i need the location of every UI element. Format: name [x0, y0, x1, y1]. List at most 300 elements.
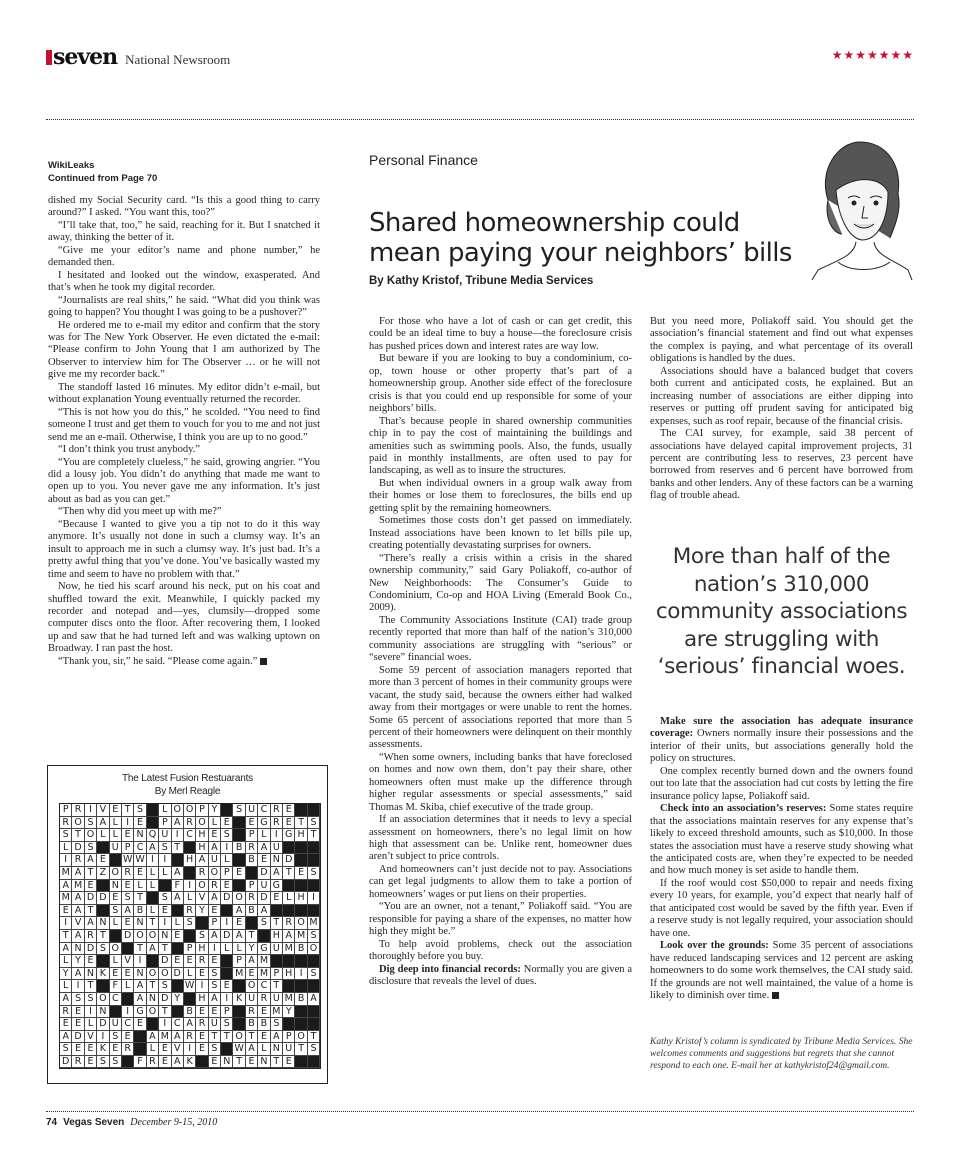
crossword-cell: B — [134, 905, 146, 918]
crossword-cell: E — [233, 917, 245, 930]
crossword-cell: F — [110, 980, 122, 993]
crossword-cell: C — [122, 1018, 134, 1031]
crossword-cell: E — [246, 817, 258, 830]
crossword-cell: E — [85, 955, 97, 968]
subhead-text: Some 35 percent of associations have reduced landscaping services and 12 percent are asking homeowners to do some work themselves, the CAI study said. If the grounds are not well maintained, the value of a home is likely to diminish over time. — [650, 940, 913, 1001]
crossword-cell: B — [258, 1018, 270, 1031]
crossword-cell — [308, 1018, 320, 1031]
crossword-cell: O — [295, 1031, 307, 1044]
crossword-cell: E — [258, 854, 270, 867]
article-column-2-lower — [650, 716, 913, 1002]
crossword-cell: R — [209, 880, 221, 893]
crossword-cell: G — [283, 829, 295, 842]
crossword-cell: D — [72, 842, 84, 855]
crossword-heading: The Latest Fusion Restuarants — [122, 773, 253, 784]
crossword-cell: S — [60, 1043, 72, 1056]
crossword-cell: T — [60, 930, 72, 943]
subhead-paragraph — [369, 964, 632, 989]
crossword-cell: C — [258, 980, 270, 993]
crossword-cell: S — [271, 1018, 283, 1031]
author-tagline: Kathy Kristof’s column is syndicated by Tribune Media Services. She welcomes comments and suggestions but regrets that she cannot respond to each one. E-mail her at kathykristof24@gmail.com. — [650, 1037, 913, 1071]
crossword-cell: I — [159, 1018, 171, 1031]
crossword-cell: R — [60, 817, 72, 830]
crossword-cell: B — [233, 842, 245, 855]
crossword-cell — [97, 880, 109, 893]
crossword-cell: T — [172, 842, 184, 855]
crossword-cell: L — [172, 917, 184, 930]
crossword-cell: O — [72, 817, 84, 830]
crossword-cell: T — [209, 1031, 221, 1044]
crossword-cell: D — [159, 955, 171, 968]
crossword-cell — [308, 980, 320, 993]
crossword-cell: P — [246, 880, 258, 893]
crossword-cell: E — [110, 804, 122, 817]
crossword-cell — [271, 955, 283, 968]
crossword-cell: E — [233, 867, 245, 880]
author-portrait — [798, 130, 914, 280]
paragraph: But you need more, Poliakoff said. You should get the association’s financial statement and find out what expenses the complex is paying, and what percentage of its overall obligations is handled by the dues. — [650, 316, 913, 365]
crossword-cell — [110, 1006, 122, 1019]
crossword-cell: R — [246, 842, 258, 855]
crossword-cell: D — [172, 968, 184, 981]
crossword-cell: E — [196, 1006, 208, 1019]
crossword-cell: S — [60, 829, 72, 842]
crossword-cell: A — [271, 1031, 283, 1044]
crossword-cell — [97, 980, 109, 993]
crossword-cell: R — [258, 993, 270, 1006]
crossword-cell — [233, 829, 245, 842]
paragraph: But beware if you are looking to buy a condominium, co-op, town house or other property that’s part of a homeownership group. Another side effect of the foreclosure crisis is that you could end up responsible for some of your neighbors’ bills. — [369, 353, 632, 415]
crossword-cell: G — [258, 817, 270, 830]
crossword-cell: T — [159, 1006, 171, 1019]
crossword-cell: L — [233, 943, 245, 956]
crossword-author: By Merl Reagle — [154, 786, 221, 797]
crossword-cell: S — [85, 993, 97, 1006]
crossword-cell: S — [209, 980, 221, 993]
crossword-cell: L — [60, 980, 72, 993]
crossword-cell: O — [295, 917, 307, 930]
crossword-cell: E — [196, 1043, 208, 1056]
article-section: Personal Finance — [369, 152, 478, 168]
crossword-cell — [172, 905, 184, 918]
crossword-cell: P — [271, 968, 283, 981]
crossword-cell: R — [122, 867, 134, 880]
crossword-cell — [110, 930, 122, 943]
crossword-cell: L — [159, 804, 171, 817]
crossword-cell: R — [271, 804, 283, 817]
crossword-cell — [122, 993, 134, 1006]
crossword-cell: N — [159, 930, 171, 943]
crossword-cell: T — [147, 917, 159, 930]
crossword-cell: M — [283, 943, 295, 956]
crossword-cell: U — [271, 943, 283, 956]
crossword-cell: T — [271, 1056, 283, 1069]
crossword-cell: V — [97, 804, 109, 817]
crossword-cell: A — [209, 993, 221, 1006]
crossword-cell — [295, 1006, 307, 1019]
crossword-cell: E — [85, 1056, 97, 1069]
crossword-cell: A — [72, 867, 84, 880]
crossword-cell: U — [271, 842, 283, 855]
crossword-cell: O — [233, 892, 245, 905]
wikileaks-story — [48, 195, 320, 668]
crossword-cell — [221, 905, 233, 918]
crossword-cell — [258, 930, 270, 943]
crossword-cell: E — [85, 880, 97, 893]
crossword-cell: S — [110, 1056, 122, 1069]
issue-date: December 9-15, 2010 — [130, 1117, 218, 1128]
crossword-cell: D — [221, 930, 233, 943]
crossword-cell: S — [134, 804, 146, 817]
crossword-cell: S — [85, 817, 97, 830]
crossword-cell: L — [60, 842, 72, 855]
crossword-cell: I — [60, 917, 72, 930]
crossword-cell: B — [184, 1006, 196, 1019]
crossword-cell: G — [258, 943, 270, 956]
crossword-cell: I — [60, 854, 72, 867]
subhead: Check into an association’s reserves: — [660, 803, 827, 815]
crossword-cell: R — [184, 905, 196, 918]
crossword-cell: M — [159, 1031, 171, 1044]
crossword-cell: E — [110, 1043, 122, 1056]
top-divider — [46, 119, 914, 120]
crossword-cell: L — [110, 955, 122, 968]
crossword-cell — [147, 955, 159, 968]
crossword-cell — [172, 1006, 184, 1019]
crossword-cell — [295, 854, 307, 867]
crossword-cell: M — [308, 917, 320, 930]
crossword-cell: H — [196, 993, 208, 1006]
crossword-cell: R — [72, 1056, 84, 1069]
crossword-cell: K — [97, 968, 109, 981]
paragraph: The CAI survey, for example, said 38 percent of associations have delayed capital improvement projects, 31 percent are contributing less to reserves, 23 percent have borrowed from reserves and 6 percent have borrowed from banks and other lenders. Any of these factors can be a warning flag of trouble ahead. — [650, 428, 913, 502]
crossword-cell — [295, 1018, 307, 1031]
paragraph: One complex recently burned down and the owners found out too late that the association had cut costs by letting the fire insurance policy lapse, Poliakoff said. — [650, 765, 913, 802]
crossword-cell — [147, 1018, 159, 1031]
crossword-cell: O — [147, 968, 159, 981]
subhead-paragraph — [650, 803, 913, 878]
crossword-cell: E — [209, 955, 221, 968]
crossword-cell: E — [283, 1056, 295, 1069]
crossword-cell: T — [159, 943, 171, 956]
crossword-cell: N — [110, 880, 122, 893]
paragraph: To help avoid problems, check out the association thoroughly before you buy. — [369, 938, 632, 963]
crossword-cell: E — [209, 905, 221, 918]
paragraph: The standoff lasted 16 minutes. My editor didn’t e-mail, but without explanation Young eventually returned the recorder. — [48, 381, 320, 406]
crossword-cell: L — [283, 892, 295, 905]
crossword-cell: O — [172, 804, 184, 817]
crossword-cell: L — [221, 854, 233, 867]
crossword-cell — [233, 1006, 245, 1019]
crossword-cell: R — [72, 804, 84, 817]
crossword-cell: N — [134, 917, 146, 930]
paragraph: Sometimes those costs don’t get passed on immediately. Instead associations have been known to let bills pile up, creating potentially devastating surprises for owners. — [369, 515, 632, 552]
subhead-text: Owners normally insure their possessions and the interior of their units, but associations generally hold the policy on structures. — [650, 728, 913, 765]
crossword-cell — [172, 854, 184, 867]
crossword-cell: S — [97, 943, 109, 956]
crossword-cell: T — [246, 930, 258, 943]
crossword-cell: D — [85, 943, 97, 956]
crossword-cell: E — [172, 955, 184, 968]
magazine-logo: seven — [53, 44, 118, 70]
crossword-cell: S — [97, 1056, 109, 1069]
crossword-cell: R — [72, 854, 84, 867]
crossword-cell: A — [209, 842, 221, 855]
crossword-cell: P — [209, 917, 221, 930]
crossword-cell — [233, 817, 245, 830]
crossword-cell — [97, 955, 109, 968]
crossword-cell: D — [85, 892, 97, 905]
crossword-cell: V — [172, 1043, 184, 1056]
crossword-cell: A — [246, 1043, 258, 1056]
crossword-cell: E — [246, 1056, 258, 1069]
crossword-cell: P — [233, 955, 245, 968]
crossword-cell — [172, 943, 184, 956]
pull-quote: More than half of the nation’s 310,000 community associations are struggling with ‘serious’ financial woes. — [655, 544, 908, 679]
crossword-cell: E — [295, 867, 307, 880]
crossword-cell — [172, 980, 184, 993]
subhead-paragraph — [650, 940, 913, 1002]
crossword-cell: P — [246, 829, 258, 842]
crossword-cell — [233, 980, 245, 993]
end-mark-icon — [260, 658, 267, 665]
crossword-cell: D — [258, 867, 270, 880]
crossword-cell: T — [85, 980, 97, 993]
crossword-cell: E — [97, 854, 109, 867]
crossword-cell: R — [283, 917, 295, 930]
crossword-cell: N — [134, 968, 146, 981]
crossword-cell: N — [271, 1043, 283, 1056]
paragraph: “Journalists are real shits,” he said. “What did you think was going to happen? You thought I was going to be a pushover?” — [48, 294, 320, 319]
crossword-cell: I — [209, 943, 221, 956]
paragraph: “I don’t think you trust anybody.” — [58, 444, 201, 456]
crossword-cell: P — [159, 817, 171, 830]
crossword-cell: P — [60, 804, 72, 817]
crossword-cell: A — [60, 993, 72, 1006]
crossword-cell: L — [97, 829, 109, 842]
crossword-cell: T — [134, 943, 146, 956]
crossword-cell: H — [196, 943, 208, 956]
crossword-cell — [184, 867, 196, 880]
crossword-cell: Z — [97, 867, 109, 880]
crossword-cell: T — [295, 817, 307, 830]
crossword-cell: R — [246, 892, 258, 905]
crossword-cell: R — [271, 817, 283, 830]
crossword-cell: A — [147, 842, 159, 855]
crossword-cell: U — [209, 1018, 221, 1031]
paragraph: I hesitated and looked out the window, exasperated. And that’s when he took my digital recorder. — [48, 269, 320, 294]
crossword-cell: O — [147, 930, 159, 943]
crossword-cell: B — [246, 905, 258, 918]
crossword-cell: O — [233, 1031, 245, 1044]
crossword-cell: R — [184, 1031, 196, 1044]
crossword-cell: I — [159, 854, 171, 867]
crossword-cell: N — [134, 829, 146, 842]
crossword-cell: A — [122, 905, 134, 918]
crossword-cell — [308, 804, 320, 817]
crossword-cell: E — [72, 1043, 84, 1056]
crossword-cell: A — [85, 917, 97, 930]
crossword-cell — [295, 842, 307, 855]
crossword-cell: A — [308, 993, 320, 1006]
paragraph: Some 59 percent of association managers reported that more than 3 percent of homes in their community groups were vacant, the study said, because the owners either had walked away from their mortgages or were unable to rent the homes. Some 65 percent of associations reported that more than 5 percent of their homeowners were delinquent on their monthly assessments. — [369, 664, 633, 751]
crossword-cell: M — [295, 930, 307, 943]
crossword-cell: I — [172, 829, 184, 842]
crossword-cell: C — [172, 1018, 184, 1031]
crossword-cell: E — [159, 1043, 171, 1056]
crossword-cell: E — [196, 1031, 208, 1044]
crossword-cell: T — [122, 804, 134, 817]
crossword-cell: I — [308, 892, 320, 905]
crossword-cell: B — [295, 943, 307, 956]
crossword-cell: F — [172, 880, 184, 893]
crossword-cell: O — [134, 930, 146, 943]
crossword-cell — [233, 880, 245, 893]
crossword-cell: S — [308, 968, 320, 981]
paragraph: “I’ll take that, too,” he said, reaching for it. But I snatched it away, thinking the better of it. — [48, 219, 320, 244]
subhead: Make sure the association has adequate insurance coverage: — [650, 716, 913, 740]
crossword-cell: E — [122, 829, 134, 842]
crossword-cell: T — [246, 1031, 258, 1044]
crossword-cell: O — [308, 943, 320, 956]
crossword-cell: A — [233, 905, 245, 918]
crossword-cell: E — [209, 1006, 221, 1019]
crossword-cell — [221, 955, 233, 968]
crossword-cell: M — [271, 1006, 283, 1019]
crossword-cell: S — [122, 892, 134, 905]
article-byline: By Kathy Kristof, Tribune Media Services — [369, 275, 594, 287]
crossword-cell: H — [196, 829, 208, 842]
crossword-cell — [283, 905, 295, 918]
crossword-cell: E — [85, 1043, 97, 1056]
crossword-cell: N — [97, 1006, 109, 1019]
crossword-cell: R — [184, 817, 196, 830]
crossword-cell: A — [172, 817, 184, 830]
crossword-cell: T — [147, 980, 159, 993]
crossword-cell: A — [72, 968, 84, 981]
crossword-cell: E — [122, 968, 134, 981]
paragraph: The Community Associations Institute (CAI) trade group recently reported that more than half of the nation’s 310,000 community associations are struggling with “serious” or “severe” financial woes. — [369, 614, 632, 664]
crossword-cell: O — [196, 817, 208, 830]
crossword-cell: W — [122, 854, 133, 866]
crossword-cell: T — [271, 917, 283, 930]
crossword-cell: O — [97, 993, 109, 1006]
crossword-cell: G — [134, 1006, 146, 1019]
subhead: Look over the grounds: — [660, 940, 769, 952]
crossword-cell — [308, 955, 320, 968]
crossword-cell: E — [134, 1018, 146, 1031]
crossword-cell: O — [110, 867, 122, 880]
crossword-cell: I — [85, 804, 97, 817]
paragraph: For those who have a lot of cash or can get credit, this could be an ideal time to buy a house—the foreclosure crisis has pushed prices down and interest rates are way low. — [369, 316, 632, 352]
crossword-cell: T — [85, 905, 97, 918]
crossword-cell: A — [233, 930, 245, 943]
crossword-cell: A — [60, 943, 72, 956]
crossword-cell — [295, 1056, 307, 1069]
crossword-cell: T — [271, 980, 283, 993]
crossword-cell: U — [271, 993, 283, 1006]
crossword-cell: L — [110, 829, 122, 842]
crossword-cell — [233, 1018, 245, 1031]
crossword-cell: M — [60, 867, 72, 880]
crossword-cell — [308, 905, 320, 918]
paragraph: “You are completely clueless,” he said, growing angrier. “You did a lousy job. You didn’t do anything that made me want to open up to you. You never gave me any information. It’s just about as bad as you can get.” — [48, 456, 320, 505]
crossword-cell: S — [308, 817, 320, 830]
paragraph: He ordered me to e-mail my editor and confirm that the story was for The New York Observer. He even dictated the e-mail: “Please confirm to John Young that I am authorized by The Observer to interview him for The Observer … or he will not give me my recorder back.” — [48, 319, 320, 381]
crossword-cell: N — [147, 993, 159, 1006]
crossword-cell: I — [97, 1031, 109, 1044]
crossword-cell: N — [85, 968, 97, 981]
crossword-cell: A — [147, 1031, 159, 1044]
crossword-cell: E — [172, 930, 184, 943]
paragraph: “There’s really a crisis within a crisis in the shared ownership community,” said Gary Poliakoff, co-author of New Neighborhoods: The Consumer’s Guide to Condominium, Co-op and HOA Living (Emerald Book Co., 2009). — [369, 552, 632, 614]
crossword-cell: V — [122, 955, 134, 968]
crossword-cell: L — [85, 1018, 97, 1031]
crossword-cell: S — [184, 917, 196, 930]
crossword-cell: N — [97, 917, 109, 930]
kicker-topic: WikiLeaks — [48, 160, 95, 171]
crossword-cell: U — [110, 842, 122, 855]
crossword-cell: T — [233, 1056, 245, 1069]
crossword-cell: E — [221, 880, 233, 893]
crossword-cell: A — [271, 867, 283, 880]
crossword-cell: A — [209, 930, 221, 943]
paragraph: “Then why did you meet up with me?” — [58, 506, 222, 518]
crossword-cell: N — [258, 1056, 270, 1069]
crossword-cell: T — [85, 867, 97, 880]
crossword-cell: D — [72, 1031, 84, 1044]
crossword-cell — [134, 1031, 146, 1044]
crossword-cell: N — [221, 1056, 233, 1069]
crossword-cell: L — [110, 917, 122, 930]
crossword-cell — [308, 1006, 320, 1019]
crossword-cell — [122, 1056, 134, 1069]
article-headline: Shared homeownership could mean paying your neighbors’ bills — [369, 208, 792, 268]
crossword-cell: A — [184, 1018, 196, 1031]
crossword-cell: I — [221, 842, 233, 855]
stars-icon: ★★★★★★★ — [831, 48, 914, 62]
crossword-cell: H — [271, 930, 283, 943]
crossword-cell: I — [147, 854, 159, 867]
crossword-cell — [283, 955, 295, 968]
crossword-cell: I — [159, 917, 171, 930]
crossword-cell: K — [184, 1056, 196, 1069]
crossword-cell: Y — [196, 905, 208, 918]
crossword-cell: V — [85, 1031, 97, 1044]
crossword-cell: S — [209, 968, 221, 981]
crossword-cell: E — [196, 968, 208, 981]
end-mark-icon — [772, 992, 779, 999]
crossword-cell: N — [72, 943, 84, 956]
paragraph: dished my Social Security card. “Is this a good thing to carry around?” I asked. “You want this, too?” — [48, 195, 320, 219]
paragraph: That’s because people in shared ownership communities chip in to pay the cost of maintaining the buildings and amenities such as swimming pools. Also, the funds, usually paid in monthly installments, are often used to pay for landscaping, as well as to insure the structures. — [369, 415, 632, 477]
crossword-cell: L — [258, 1043, 270, 1056]
crossword-cell: M — [60, 892, 72, 905]
paragraph: Associations should have a balanced budget that covers both current and anticipated costs, he explained. But an increasing number of associations are either dipping into reserves or putting off prudent saving for anticipated big expenses, such as roof repair, because of the financial crisis. — [650, 365, 913, 427]
crossword-cell: E — [60, 1018, 72, 1031]
crossword-cell — [184, 842, 196, 855]
crossword-cell: E — [271, 892, 283, 905]
crossword-cell: C — [110, 993, 122, 1006]
crossword-cell: S — [159, 842, 171, 855]
crossword-cell: A — [97, 817, 109, 830]
crossword-cell — [283, 880, 295, 893]
crossword-title — [48, 772, 327, 798]
crossword-cell: I — [221, 993, 233, 1006]
crossword-cell: E — [159, 1056, 171, 1069]
crossword-cell — [295, 804, 307, 817]
crossword-cell: U — [246, 993, 258, 1006]
